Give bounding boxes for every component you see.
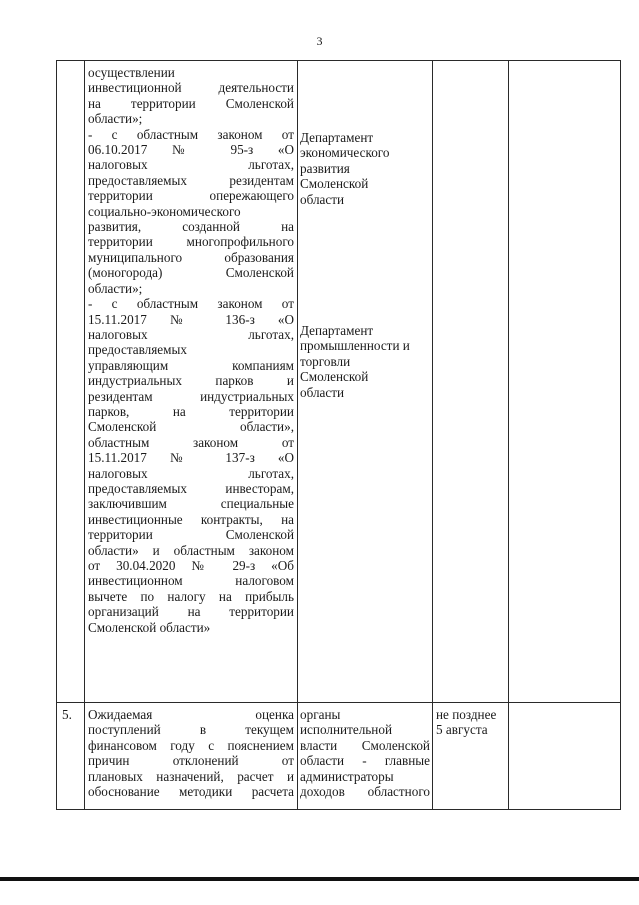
document-table bbox=[56, 60, 621, 810]
text-line: Смоленской bbox=[300, 369, 369, 385]
table-row-5 bbox=[57, 703, 621, 810]
text-line: индустриальных парков и bbox=[88, 373, 294, 389]
text-line: плановых назначений, расчет и bbox=[88, 768, 294, 784]
text-line: резидентам индустриальных bbox=[88, 388, 294, 404]
text-line: Департамент bbox=[300, 130, 374, 145]
text-line: муниципального образования bbox=[88, 249, 294, 265]
text-line: области»; bbox=[88, 111, 143, 127]
text-line: власти Смоленской bbox=[300, 737, 430, 753]
text-line: инвестиционные контракты, на bbox=[88, 511, 294, 527]
description-cell bbox=[85, 703, 298, 810]
text-line: налоговых льготах, bbox=[88, 326, 294, 342]
text-line: (моногорода) Смоленской bbox=[88, 265, 294, 281]
responsible-block bbox=[298, 323, 432, 400]
text-line: налоговых льготах, bbox=[88, 465, 294, 481]
responsible-block bbox=[298, 130, 432, 207]
text-line: областным законом от bbox=[88, 434, 294, 450]
text-line: поступлений в текущем bbox=[88, 722, 294, 738]
note-cell bbox=[509, 61, 621, 703]
deadline-cell bbox=[433, 703, 509, 810]
text-line: исполнительной bbox=[300, 722, 393, 738]
text-line: доходов областного bbox=[300, 784, 430, 800]
row-number-cell bbox=[57, 61, 85, 703]
description-text bbox=[85, 707, 297, 799]
text-line: предоставляемых инвесторам, bbox=[88, 480, 294, 496]
text-line: развития, созданной на bbox=[88, 219, 294, 235]
text-line: заключившим специальные bbox=[88, 496, 294, 512]
text-line: области bbox=[300, 191, 345, 207]
text-line: парков, на территории bbox=[88, 403, 294, 419]
text-line: инвестиционной деятельности bbox=[88, 80, 294, 96]
page-number: 3 bbox=[316, 34, 323, 48]
text-line: территории многопрофильного bbox=[88, 234, 294, 250]
bottom-rule bbox=[0, 877, 639, 881]
text-line: Смоленской области», bbox=[88, 419, 294, 435]
text-line: вычете по налогу на прибыль bbox=[88, 588, 294, 604]
text-line: Смоленской области» bbox=[88, 619, 211, 635]
responsible-cell bbox=[298, 703, 433, 810]
text-line: предоставляемых резидентам bbox=[88, 172, 294, 188]
text-line: обоснование методики расчета bbox=[88, 784, 294, 800]
text-line: 06.10.2017 № 95-з «О bbox=[88, 142, 294, 158]
text-line: инвестиционном налоговом bbox=[88, 573, 294, 589]
responsible-text bbox=[298, 707, 432, 799]
text-line: социально-экономического bbox=[88, 203, 241, 219]
text-line: развития bbox=[300, 160, 350, 176]
text-line: области bbox=[300, 384, 345, 400]
text-line: предоставляемых bbox=[88, 342, 187, 358]
text-line: 5 августа bbox=[436, 722, 488, 738]
text-line: от 30.04.2020 № 29-з «Об bbox=[88, 558, 294, 573]
text-line: - с областным законом от bbox=[88, 296, 294, 312]
note-cell bbox=[509, 703, 621, 810]
text-line: экономического bbox=[300, 145, 390, 161]
text-line: осуществлении bbox=[88, 65, 175, 80]
text-line: Смоленской bbox=[300, 176, 369, 192]
text-line: территории опережающего bbox=[88, 188, 294, 204]
responsible-cell bbox=[298, 61, 433, 703]
text-line: администраторы bbox=[300, 768, 394, 784]
text-line: на территории Смоленской bbox=[88, 95, 294, 111]
text-line: Ожидаемая оценка bbox=[88, 707, 294, 722]
text-line: 15.11.2017 № 136-з «О bbox=[88, 311, 294, 327]
deadline-text bbox=[433, 707, 508, 738]
text-line: области»; bbox=[88, 280, 143, 296]
text-line: промышленности и bbox=[300, 338, 410, 354]
description-text bbox=[85, 65, 297, 635]
deadline-cell bbox=[433, 61, 509, 703]
text-line: органы bbox=[300, 707, 341, 722]
text-line: управляющим компаниям bbox=[88, 357, 294, 373]
row-number-cell: 5. bbox=[57, 703, 85, 810]
text-line: организаций на территории bbox=[88, 604, 294, 620]
text-line: финансовом году с пояснением bbox=[88, 737, 294, 753]
text-line: налоговых льготах, bbox=[88, 157, 294, 173]
text-line: не позднее bbox=[436, 707, 497, 722]
text-line: территории Смоленской bbox=[88, 527, 294, 543]
text-line: - с областным законом от bbox=[88, 126, 294, 142]
text-line: 15.11.2017 № 137-з «О bbox=[88, 450, 294, 466]
text-line: Департамент bbox=[300, 323, 374, 338]
text-line: области - главные bbox=[300, 753, 430, 769]
description-cell bbox=[85, 61, 298, 703]
table-row-continued bbox=[57, 61, 621, 703]
text-line: торговли bbox=[300, 353, 351, 369]
text-line: причин отклонений от bbox=[88, 753, 294, 769]
text-line: области» и областным законом bbox=[88, 542, 294, 558]
